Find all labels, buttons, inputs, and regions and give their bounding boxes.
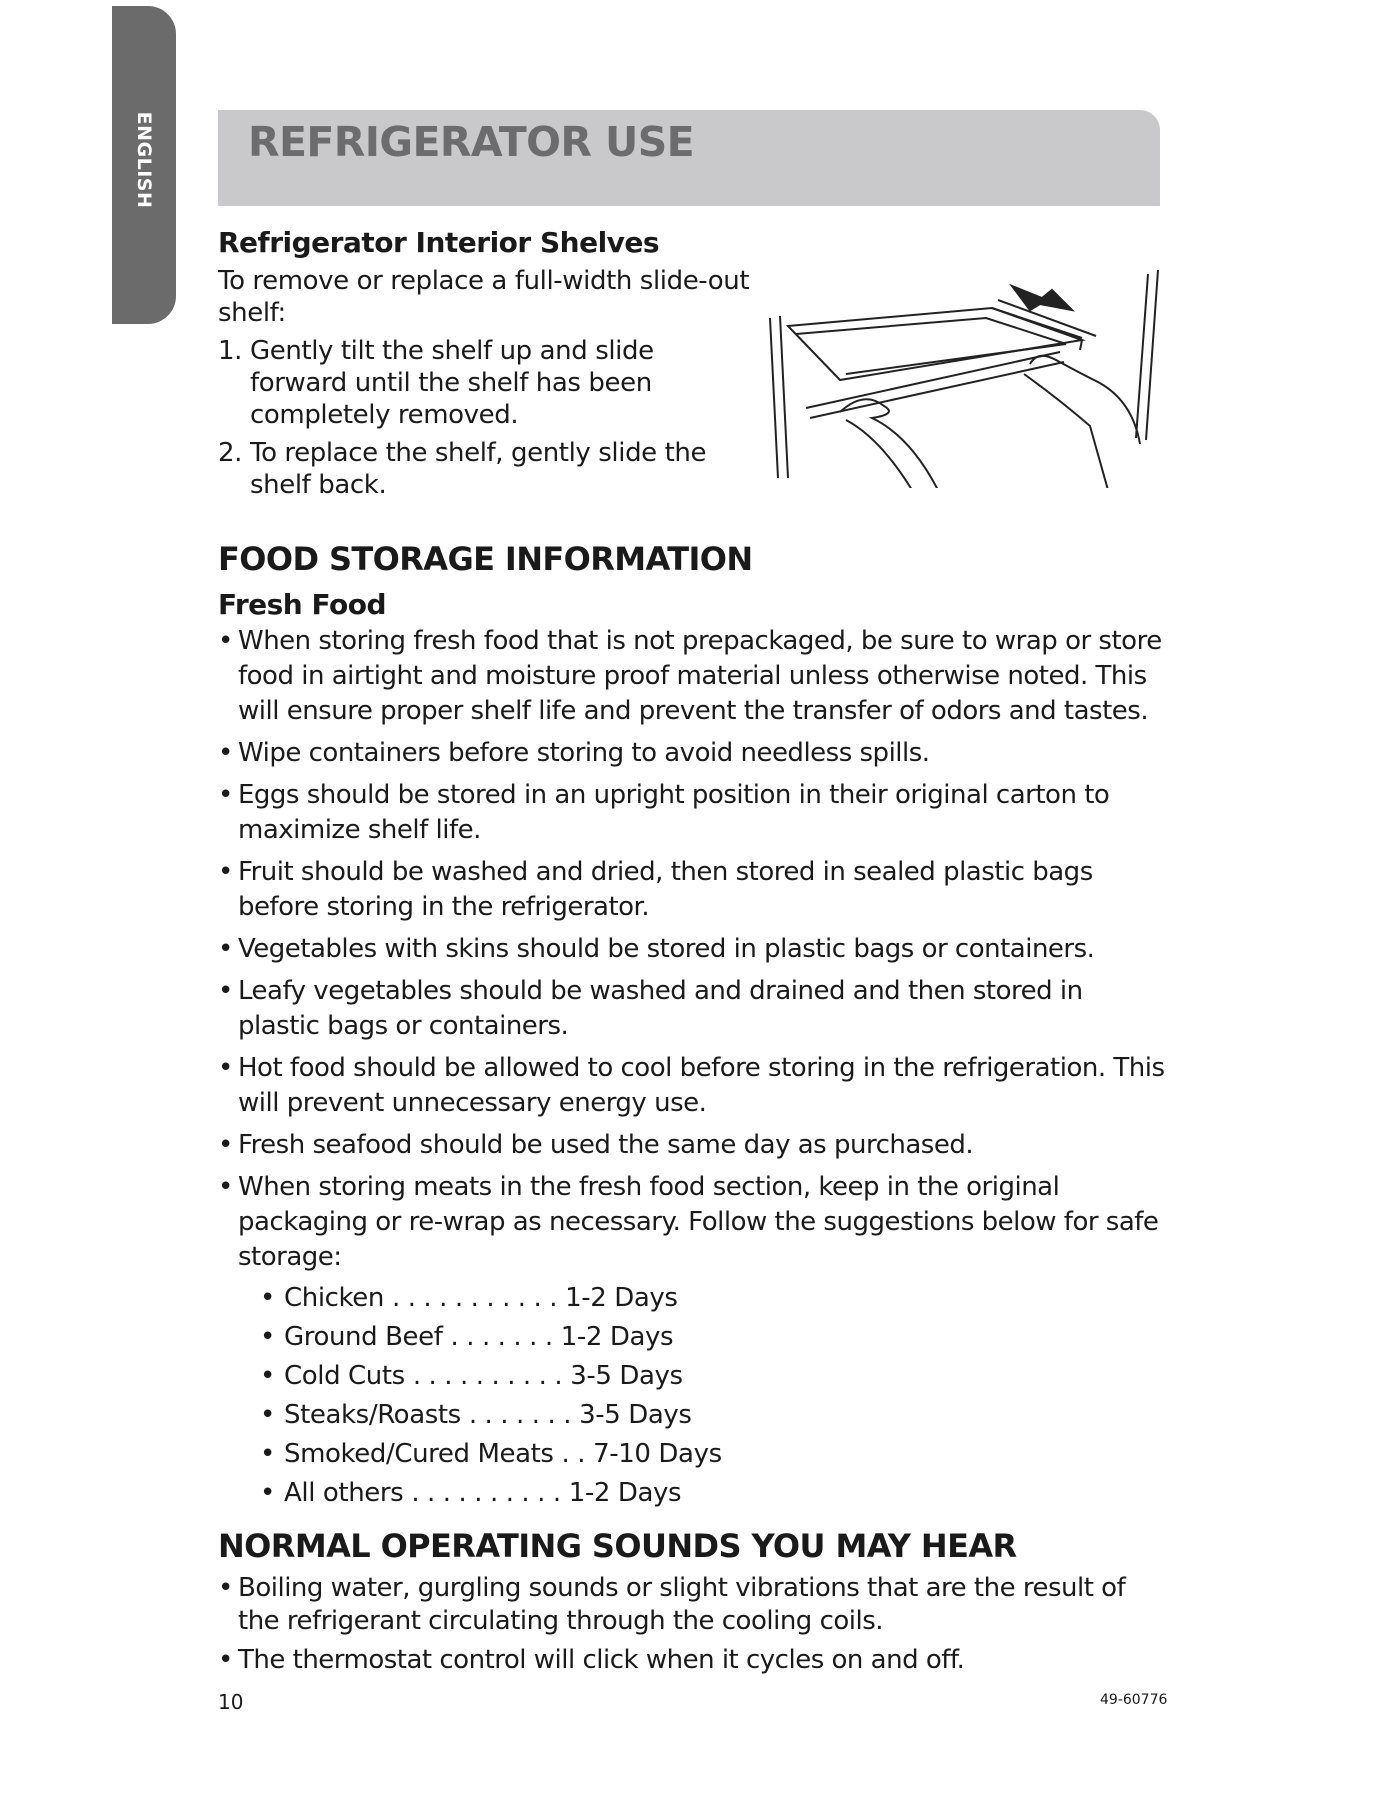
- list-item: • Wipe containers before storing to avoid needless spills.: [218, 736, 1168, 771]
- list-item: • The thermostat control will click when it cycles on and off.: [218, 1644, 1168, 1677]
- list-item: • Fresh seafood should be used the same day as purchased.: [218, 1128, 1168, 1163]
- meat-item: • Smoked/Cured Meats . . 7-10 Days: [260, 1435, 722, 1474]
- meat-leader: . . . . . . .: [468, 1400, 572, 1430]
- sounds-heading: NORMAL OPERATING SOUNDS YOU MAY HEAR: [218, 1527, 1017, 1565]
- meat-name: All others: [284, 1478, 404, 1508]
- list-item: • Hot food should be allowed to cool before storing in the refrigeration. This will prevent unnecessary energy use.: [218, 1051, 1168, 1121]
- meat-name: Smoked/Cured Meats: [284, 1439, 554, 1469]
- fresh-food-heading: Fresh Food: [218, 588, 386, 621]
- list-item: • Fruit should be washed and dried, then stored in sealed plastic bags before storing in the refrigerator.: [218, 855, 1168, 925]
- fresh-food-list: [218, 624, 1168, 1282]
- shelf-removal-illustration: [760, 268, 1170, 488]
- page-number: 10: [218, 1690, 244, 1714]
- list-item: • Eggs should be stored in an upright position in their original carton to maximize shelf life.: [218, 778, 1168, 848]
- meat-days: 3-5 Days: [579, 1400, 692, 1430]
- meat-item: • Cold Cuts . . . . . . . . . . 3-5 Days: [260, 1357, 722, 1396]
- meat-item: • Ground Beef . . . . . . . 1-2 Days: [260, 1318, 722, 1357]
- meat-days: 7-10 Days: [593, 1439, 722, 1469]
- step-number: 2.: [218, 438, 243, 468]
- food-storage-heading: FOOD STORAGE INFORMATION: [218, 540, 753, 578]
- meat-name: Chicken: [284, 1283, 384, 1313]
- title-bar: [218, 110, 1160, 206]
- meat-days: 1-2 Days: [568, 1478, 682, 1508]
- step-text: To replace the shelf, gently slide the shelf back.: [250, 438, 707, 500]
- meat-leader: . . . . . . .: [450, 1322, 553, 1352]
- shelves-intro: To remove or replace a full-width slide-out shelf:: [218, 266, 750, 328]
- list-item: • Boiling water, gurgling sounds or slight vibrations that are the result of the refrigerant circulating through the cooling coils.: [218, 1572, 1168, 1638]
- list-item: • When storing fresh food that is not prepackaged, be sure to wrap or store food in airtight and moisture proof material unless otherwise noted. This will ensure proper shelf life and prevent the transfer of odors and tastes.: [218, 624, 1168, 729]
- meat-name: Ground Beef: [284, 1322, 443, 1352]
- step-number: 1.: [218, 336, 243, 366]
- meat-days: 3-5 Days: [570, 1361, 683, 1391]
- shelves-heading: Refrigerator Interior Shelves: [218, 226, 660, 259]
- meat-name: Steaks/Roasts: [284, 1400, 461, 1430]
- sounds-list: [218, 1572, 1168, 1683]
- list-item: • When storing meats in the fresh food section, keep in the original packaging or re-wrap as necessary. Follow the suggestions below for safe storage:: [218, 1170, 1168, 1275]
- meat-item: • All others . . . . . . . . . . 1-2 Days: [260, 1474, 722, 1513]
- meat-leader: . .: [561, 1439, 586, 1469]
- meat-leader: . . . . . . . . . . .: [391, 1283, 558, 1313]
- meat-item: • Chicken . . . . . . . . . . . 1-2 Days: [260, 1279, 722, 1318]
- shelves-steps: [218, 335, 758, 501]
- list-item: • Leafy vegetables should be washed and drained and then stored in plastic bags or containers.: [218, 974, 1168, 1044]
- meat-leader: . . . . . . . . . .: [411, 1478, 561, 1508]
- step-text: Gently tilt the shelf up and slide forward until the shelf has been completely removed.: [250, 336, 654, 430]
- meat-name: Cold Cuts: [284, 1361, 405, 1391]
- document-number: 49-60776: [1100, 1692, 1168, 1708]
- list-item: • Vegetables with skins should be stored in plastic bags or containers.: [218, 932, 1168, 967]
- shelves-step: [218, 335, 758, 431]
- meat-leader: . . . . . . . . . .: [412, 1361, 563, 1391]
- meat-item: • Steaks/Roasts . . . . . . . 3-5 Days: [260, 1396, 722, 1435]
- meat-days: 1-2 Days: [560, 1322, 674, 1352]
- shelves-step: [218, 437, 758, 501]
- shelves-instructions: [218, 265, 758, 507]
- meat-storage-list: [260, 1279, 722, 1513]
- page-title: REFRIGERATOR USE: [248, 118, 695, 166]
- language-label: ENGLISH: [133, 111, 155, 209]
- meat-days: 1-2 Days: [565, 1283, 678, 1313]
